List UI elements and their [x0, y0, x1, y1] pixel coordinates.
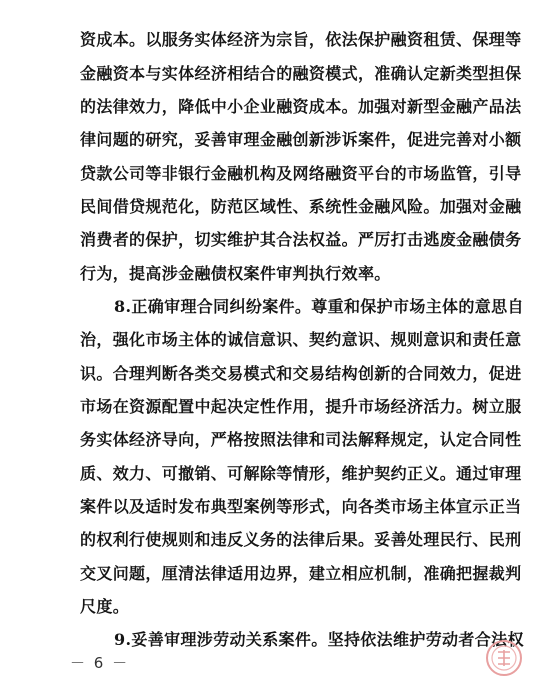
- text-line: 识。合理判断各类交易模式和交易结构创新的合同效力，促进: [80, 364, 522, 383]
- text-line: 金融资本与实体经济相结合的融资模式，准确认定新类型担保: [80, 64, 522, 83]
- seal-stamp-icon: [484, 638, 524, 678]
- section-8-heading-line: [114, 293, 524, 321]
- text-line: 的法律效力，降低中小企业融资成本。加强对新型金融产品法: [80, 97, 522, 116]
- text-line: 务实体经济导向，严格按照法律和司法解释规定，认定合同性: [80, 430, 522, 449]
- text-line: 的权利行使规则和违反义务的法律后果。妥善处理民行、民刑: [80, 530, 522, 549]
- text-line: 市场在资源配置中起决定性作用，提升市场经济活力。树立服: [80, 397, 522, 416]
- text-line: 贷款公司等非银行金融机构及网络融资平台的市场监管，引导: [80, 164, 522, 183]
- section-8-number: 8.: [114, 297, 132, 316]
- text-line: 交叉问题，厘清法律适用边界，建立相应机制，准确把握裁判: [80, 564, 522, 583]
- text-line: 民间借贷规范化，防范区域性、系统性金融风险。加强对金融: [80, 197, 522, 216]
- text-line: 行为，提高涉金融债权案件审判执行效率。: [80, 264, 391, 283]
- section-9-heading-line: [114, 626, 524, 654]
- text-line: 律问题的研究，妥善审理金融创新涉诉案件，促进完善对小额: [80, 130, 522, 149]
- text-line: 尺度。: [80, 597, 130, 616]
- section-9-number: 9.: [114, 630, 132, 649]
- text-line: 资成本。以服务实体经济为宗旨，依法保护融资租赁、保理等: [80, 30, 522, 49]
- text-line: 消费者的保护，切实维护其合法权益。严厉打击逃废金融债务: [80, 230, 522, 249]
- section-9-heading: 妥善审理涉劳动关系案件。坚持依法维护劳动者合法权: [131, 630, 524, 649]
- text-line: 质、效力、可撤销、可解除等情形，维护契约正义。通过审理: [80, 464, 522, 483]
- page-number: － 6 －: [70, 654, 130, 672]
- text-line: 案件以及适时发布典型案例等形式，向各类市场主体宣示正当: [80, 497, 522, 516]
- text-line: 治，强化市场主体的诚信意识、契约意识、规则意识和责任意: [80, 330, 522, 349]
- section-8-heading: 正确审理合同纠纷案件。尊重和保护市场主体的意思自: [131, 297, 524, 316]
